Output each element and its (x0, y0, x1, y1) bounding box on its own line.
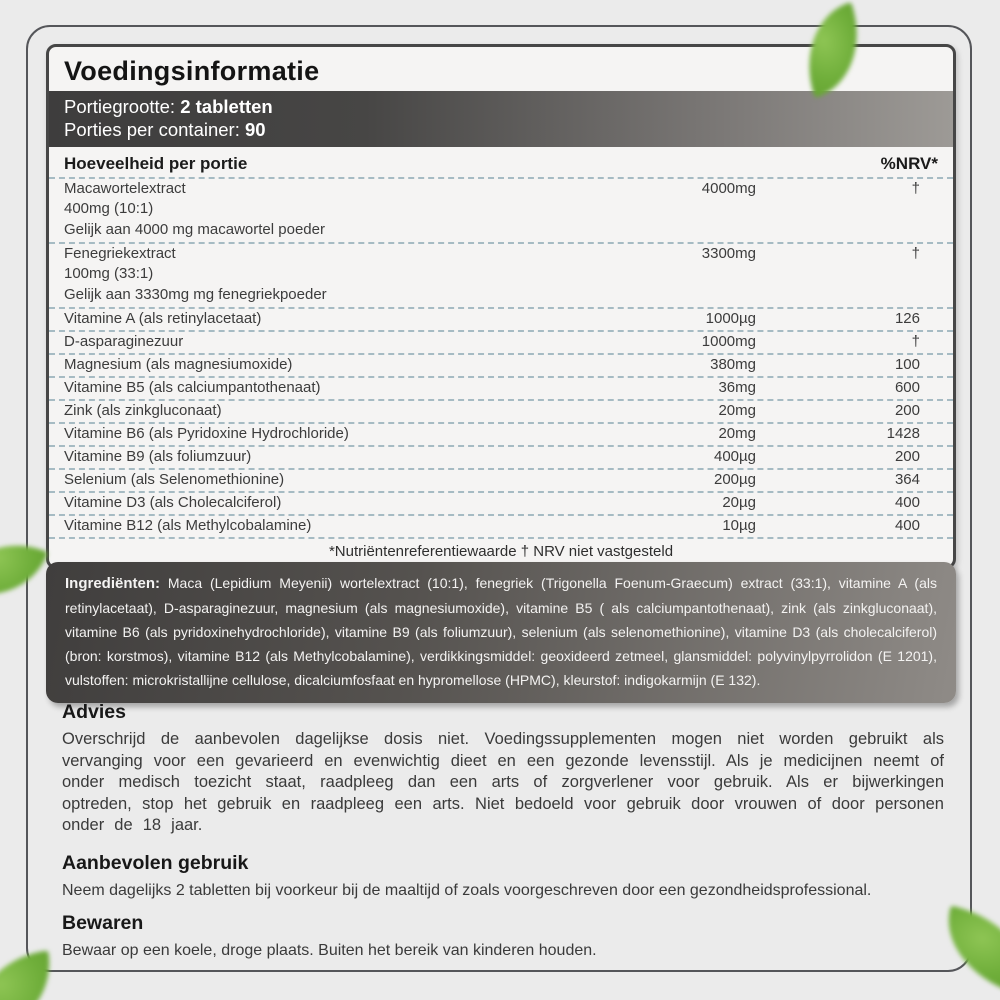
section-body: Overschrijd de aanbevolen dagelijkse dosis niet. Voedingssupplementen mogen niet worden gebruikt als vervanging voor een gevarieerd en evenwichtig dieet en een gezonde levensstijl. Als je medicijnen neemt of onder medisch toezicht staat, raadpleeg dan een arts of zorgverlener voor gebruik. Als er bijwerkingen optreden, stop het gebruik en raadpleeg een arts. Niet bedoeld voor gebruik door vrouwen of door personen onder de 18 jaar. (62, 730, 944, 834)
nutrient-name-cell (64, 448, 636, 466)
section-bewaren (62, 911, 944, 961)
nutrient-nrv: 200 (894, 448, 920, 465)
nutrient-amount: 1000µg (705, 310, 756, 327)
nutrient-nrv: 364 (894, 471, 920, 488)
nutrient-name: Zink (als zinkgluconaat) (64, 402, 222, 419)
nutrient-name: Vitamine B9 (als foliumzuur) (64, 448, 252, 465)
section-heading: Advies (62, 701, 126, 723)
ingredients-box (46, 562, 956, 703)
nutrient-name-cell (64, 310, 636, 328)
nutrient-nrv: 200 (894, 402, 920, 419)
nutrient-nrv: † (911, 245, 920, 262)
table-row (49, 445, 953, 468)
serving-size-line (64, 95, 938, 118)
ingredients-label: Ingrediënten: (65, 575, 161, 592)
serving-size-value: 2 tabletten (180, 96, 273, 117)
section-heading: Bewaren (62, 912, 144, 934)
nutrient-name: D-asparaginezuur (64, 333, 184, 350)
nutrient-subtext: 100mg (33:1) (64, 265, 154, 282)
nutrient-name: Vitamine A (als retinylacetaat) (64, 310, 262, 327)
nutrient-name: Selenium (als Selenomethionine) (64, 471, 285, 488)
nutrition-facts-panel (46, 44, 956, 569)
nutrient-name-cell (64, 471, 636, 489)
table-row (49, 353, 953, 376)
nutrient-name: Vitamine B5 (als calciumpantothenaat) (64, 379, 321, 396)
page-title: Voedingsinformatie (64, 56, 320, 86)
nutrient-amount: 200µg (713, 471, 756, 488)
servings-per-container-line (64, 118, 938, 141)
nutrient-amount: 3300mg (701, 245, 756, 262)
section-body: Neem dagelijks 2 tabletten bij voorkeur bij de maaltijd of zoals voorgeschreven door een gezondheidsprofessional. (62, 882, 872, 899)
nutrient-nrv: 600 (894, 379, 920, 396)
ingredients-text: Maca (Lepidium Meyenii) wortelextract (10:1), fenegriek (Trigonella Foenum-Graecum) extract (33:1), vitamine A (als retinylacetaat), D-asparaginezuur, magnesium (als magnesiumoxide), vitamine B5 ( als calciumpantothenaat), zink (als zinkgluconaat), vitamine B6 (als pyridoxinehydrochloride), vitamine B9 (als foliumzuur), selenium (als selenomethionine), vitamine D3 (als cholecalciferol) (bron: korstmos), vitamine B12 (als Methylcobalamine), verdikkingsmiddel: geoxideerd zetmeel, glansmiddel: polyvinylpyrrolidon (E 1201), vulstoffen: microkristallijne cellulose, dicalciumfosfaat en hypromellose (HPMC), kleurstof: indigokarmijn (E 132). (65, 575, 937, 688)
nutrient-amount: 20mg (718, 402, 756, 419)
nutrient-nrv: 100 (894, 356, 920, 373)
nutrient-amount: 20mg (718, 425, 756, 442)
nutrient-nrv: † (911, 180, 920, 197)
nutrient-name-cell (64, 517, 636, 535)
nutrient-amount: 10µg (722, 517, 756, 534)
table-row (49, 514, 953, 537)
table-row (49, 422, 953, 445)
table-row (49, 242, 953, 307)
table-row (49, 376, 953, 399)
nutrient-nrv: 400 (894, 494, 920, 511)
nutrient-name-cell (64, 180, 636, 240)
nutrient-nrv: 126 (894, 310, 920, 327)
column-header-amount: Hoeveelheid per portie (64, 154, 248, 173)
nutrient-subtext: Gelijk aan 4000 mg macawortel poeder (64, 221, 325, 238)
nutrient-amount: 20µg (722, 494, 756, 511)
nutrient-amount: 4000mg (701, 180, 756, 197)
nutrient-amount: 1000mg (701, 333, 756, 350)
section-advies (62, 700, 944, 837)
table-row (49, 399, 953, 422)
nutrient-name: Vitamine D3 (als Cholecalciferol) (64, 494, 282, 511)
servings-value: 90 (244, 119, 266, 140)
table-row (49, 491, 953, 514)
section-aanbevolen-gebruik (62, 851, 944, 901)
nutrient-nrv: † (911, 333, 920, 350)
nutrient-name: Magnesium (als magnesiumoxide) (64, 356, 293, 373)
nutrient-name-cell (64, 402, 636, 420)
nutrient-table (49, 177, 953, 537)
table-row (49, 468, 953, 491)
column-header-nrv: %NRV* (880, 154, 938, 173)
section-body: Bewaar op een koele, droge plaats. Buiten het bereik van kinderen houden. (62, 942, 597, 959)
nutrient-name-cell (64, 494, 636, 512)
serving-size-label: Portiegrootte: (64, 96, 176, 117)
nutrient-name: Vitamine B12 (als Methylcobalamine) (64, 517, 312, 534)
nutrient-name: Macawortelextract (64, 180, 186, 197)
nutrient-nrv: 400 (894, 517, 920, 534)
nutrient-name-cell (64, 356, 636, 374)
nutrient-subtext: 400mg (10:1) (64, 200, 154, 217)
nutrient-name-cell (64, 379, 636, 397)
nrv-footnote: *Nutriëntenreferentiewaarde † NRV niet vastgesteld (49, 537, 953, 566)
nutrient-name-cell (64, 333, 636, 351)
table-row (49, 330, 953, 353)
table-row (49, 307, 953, 330)
nutrient-name: Vitamine B6 (als Pyridoxine Hydrochloride) (64, 425, 349, 442)
nutrient-amount: 380mg (710, 356, 756, 373)
nutrient-subtext: Gelijk aan 3330mg mg fenegriekpoeder (64, 286, 327, 303)
table-row (49, 177, 953, 242)
section-heading: Aanbevolen gebruik (62, 852, 249, 874)
servings-label: Porties per container: (64, 119, 240, 140)
table-header-row (49, 147, 953, 177)
nutrient-amount: 36mg (718, 379, 756, 396)
nutrient-name-cell (64, 245, 636, 305)
nutrient-name: Fenegriekextract (64, 245, 176, 262)
nutrient-nrv: 1428 (886, 425, 920, 442)
nutrient-name-cell (64, 425, 636, 443)
serving-info-bar (49, 91, 953, 147)
nutrient-amount: 400µg (713, 448, 756, 465)
